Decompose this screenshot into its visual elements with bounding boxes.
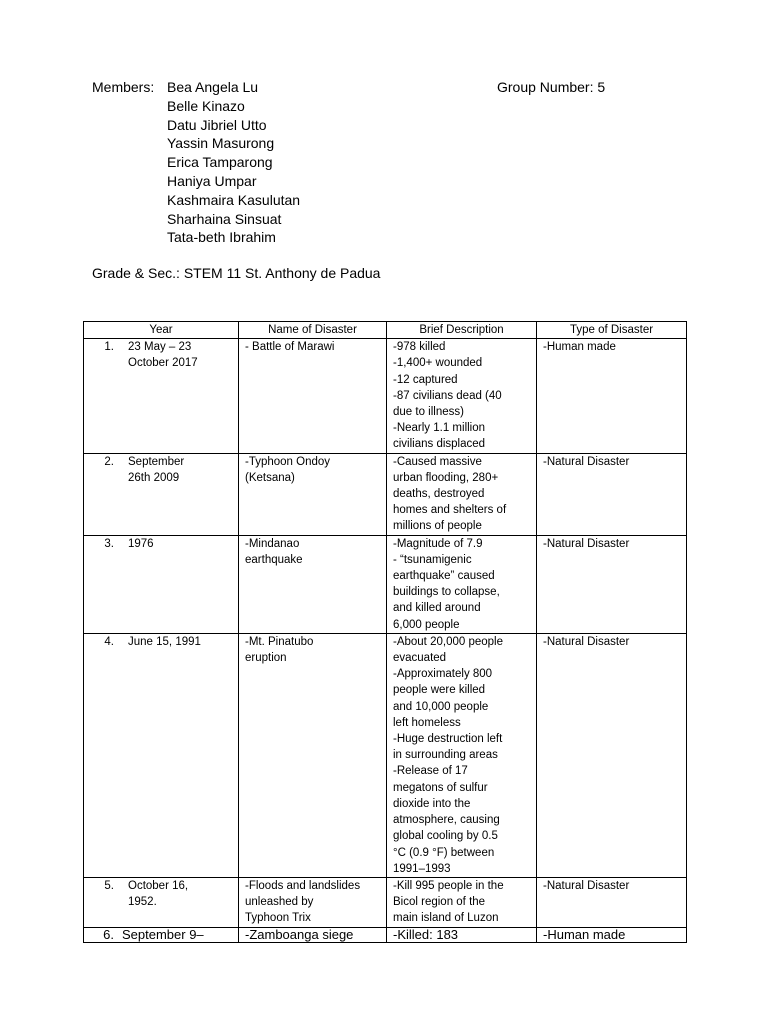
disaster-name-cell [239,927,387,942]
description-line: people were killed [393,684,486,697]
table-row [84,535,687,633]
year-line: October 16, [128,879,189,892]
description-line: -Caused massive [393,455,482,468]
disaster-name-line: eruption [245,652,287,665]
year-text [128,634,232,650]
members-section [92,78,300,247]
table-row [84,339,687,453]
year-cell [84,877,239,927]
description-line: -87 civilians dead (40 [393,389,502,402]
description-line: -1,400+ wounded [393,357,483,370]
disaster-name-cell [239,633,387,877]
description-line: evacuated [393,652,447,665]
disaster-name-line: -Typhoon Ondoy [245,455,331,468]
description-line: atmosphere, causing [393,814,500,827]
disaster-name-line: Typhoon Trix [245,912,311,925]
grade-label: Grade & Sec.: [92,265,180,281]
member-name: Haniya Umpar [167,172,257,189]
description-line: -Release of 17 [393,765,468,778]
disaster-type-cell: -Natural Disaster [537,535,687,633]
disaster-type-cell: -Human made [537,927,687,942]
disaster-name-line: -Mt. Pinatubo [245,635,314,648]
disaster-type-cell: -Natural Disaster [537,633,687,877]
disaster-name-cell [239,339,387,453]
year-cell [84,633,239,877]
disaster-name-cell [239,535,387,633]
members-label: Members: [92,79,155,95]
row-number: 3. [104,537,114,550]
description-line: urban flooding, 280+ [393,471,499,484]
description-line: -Approximately 800 [393,668,493,681]
year-cell [84,339,239,453]
description-line: dioxide into the [393,797,471,810]
year-line: September [128,455,185,468]
header-type: Type of Disaster [537,322,687,339]
description-cell [387,927,537,942]
member-name: Sharhaina Sinsuat [167,210,282,227]
grade-value: STEM 11 St. Anthony de Padua [183,265,381,281]
header-description: Brief Description [387,322,537,339]
description-cell [387,339,537,453]
year-line: October 2017 [128,357,198,370]
year-text [128,454,232,486]
description-line: - “tsunamigenic [393,553,472,566]
table-body [84,339,687,942]
description-line: Bicol region of the [393,896,486,909]
disaster-name-cell [239,453,387,535]
description-line: -978 killed [393,341,446,354]
row-number: 1. [104,341,114,354]
description-line: and 10,000 people [393,700,489,713]
year-line: 26th 2009 [128,471,180,484]
group-value: 5 [597,79,606,95]
member-name: Tata-beth Ibrahim [167,229,276,246]
year-cell [84,453,239,535]
table-header-row [84,322,687,339]
member-name: Bea Angela Lu [167,79,259,95]
description-line: and killed around [393,602,481,615]
row-number: 6. [103,926,114,942]
row-number: 5. [104,879,114,892]
year-text [128,536,232,552]
description-line: -About 20,000 people [393,635,503,648]
member-name: Kashmaira Kasulutan [167,191,301,208]
disaster-name-cell [239,877,387,927]
description-cell [387,633,537,877]
grade-section [92,265,380,281]
description-line: 1991–1993 [393,862,451,875]
description-line: main island of Luzon [393,912,499,925]
disaster-name-line: earthquake [245,553,303,566]
disaster-name-line: (Ketsana) [245,471,295,484]
row-number: 2. [104,455,114,468]
row-number: 4. [104,635,114,648]
year-cell [84,535,239,633]
table-row [84,633,687,877]
header-year: Year [84,322,239,339]
description-line: -Huge destruction left [393,733,503,746]
year-line: June 15, 1991 [128,635,201,648]
description-line: civilians displaced [393,438,486,451]
table-row [84,453,687,535]
disaster-name-line: unleashed by [245,896,314,909]
disaster-name-line: -Zamboanga siege [245,926,354,942]
description-line: left homeless [393,716,461,729]
year-text [128,339,232,371]
description-line: megatons of sulfur [393,781,488,794]
group-number [497,78,605,97]
member-name: Erica Tamparong [167,154,273,171]
disaster-table [83,321,687,943]
description-line: in surrounding areas [393,749,498,762]
member-name: Belle Kinazo [167,97,245,114]
description-line: °C (0.9 °F) between [393,846,495,859]
year-cell [84,927,239,942]
description-line: -Kill 995 people in the [393,879,504,892]
header-name: Name of Disaster [239,322,387,339]
disaster-type-cell: -Natural Disaster [537,453,687,535]
description-line: deaths, destroyed [393,488,485,501]
description-line: -Nearly 1.1 million [393,422,486,435]
description-line: due to illness) [393,406,464,419]
member-name: Datu Jibriel Utto [167,116,267,133]
group-label: Group Number: [497,79,594,95]
disaster-name-line: - Battle of Marawi [245,341,335,354]
description-cell [387,535,537,633]
year-line: September 9– [122,926,204,942]
table-row [84,927,687,942]
description-line: homes and shelters of [393,504,507,517]
description-line: buildings to collapse, [393,586,500,599]
year-line: 1952. [128,896,157,909]
description-line: 6,000 people [393,618,460,631]
description-cell [387,877,537,927]
description-line: global cooling by 0.5 [393,830,498,843]
description-line: -12 captured [393,373,458,386]
member-name: Yassin Masurong [167,135,275,152]
description-cell [387,453,537,535]
description-line: -Killed: 183 [393,926,459,942]
year-line: 1976 [128,537,154,550]
disaster-name-line: -Mindanao [245,537,300,550]
disaster-name-line: -Floods and landslides [245,879,361,892]
year-line: 23 May – 23 [128,341,192,354]
member-list [167,78,300,247]
description-line: earthquake” caused [393,570,495,583]
description-line: -Magnitude of 7.9 [393,537,483,550]
description-line: millions of people [393,520,482,533]
year-text [128,878,232,910]
disaster-type-cell: -Natural Disaster [537,877,687,927]
disaster-type-cell: -Human made [537,339,687,453]
year-text [122,928,232,942]
table-row [84,877,687,927]
